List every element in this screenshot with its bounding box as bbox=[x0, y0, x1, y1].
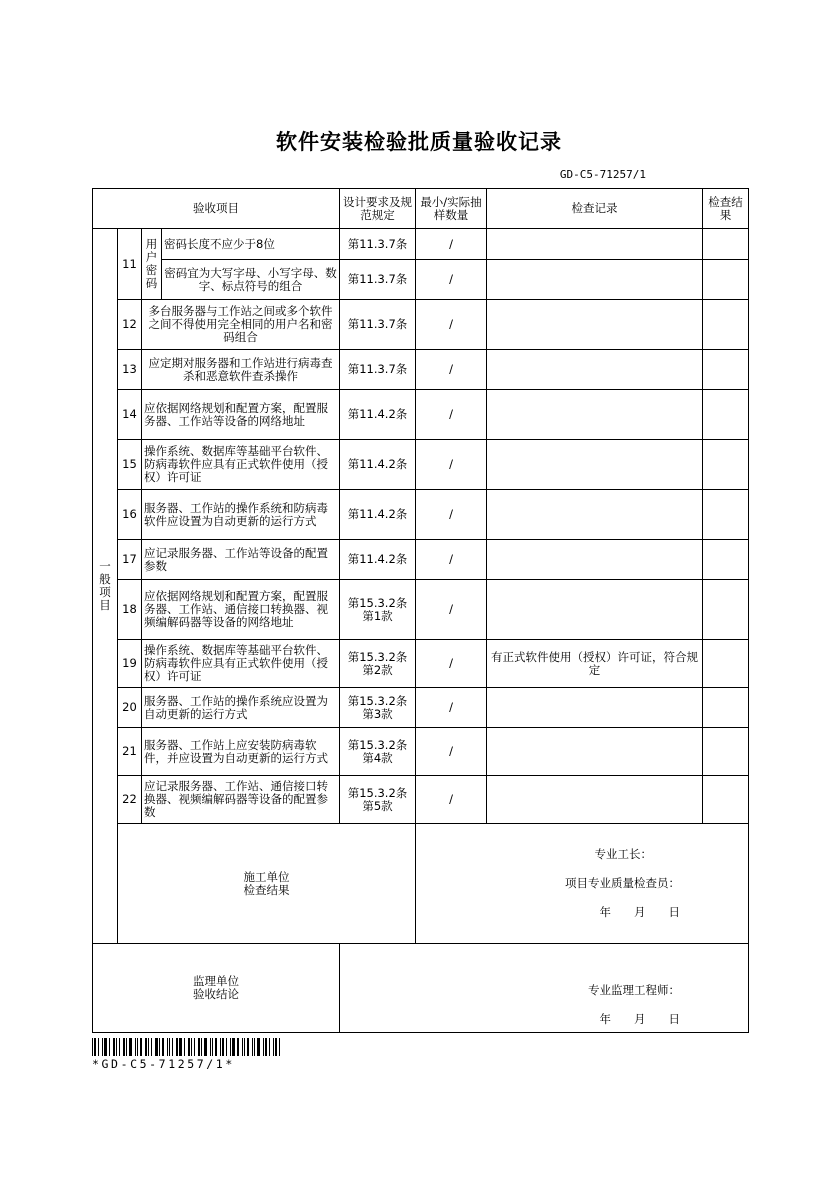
barcode-bar bbox=[237, 1038, 239, 1056]
construction-label-line1: 施工单位 bbox=[243, 869, 290, 884]
inspector-label: 项目专业质量检查员： bbox=[565, 876, 680, 890]
row-sample: / bbox=[416, 728, 487, 776]
barcode-bar bbox=[254, 1038, 255, 1056]
row-result[interactable] bbox=[703, 229, 749, 260]
barcode-bar bbox=[230, 1038, 231, 1056]
table-row bbox=[93, 229, 749, 260]
row-sample: / bbox=[416, 390, 487, 440]
row-spec: 第11.3.7条 bbox=[340, 229, 416, 260]
barcode-bar bbox=[226, 1038, 227, 1056]
row-sample: / bbox=[416, 229, 487, 260]
construction-label bbox=[118, 824, 416, 944]
row-number: 12 bbox=[118, 300, 142, 350]
barcode-bar bbox=[188, 1038, 190, 1056]
barcode-bar bbox=[184, 1038, 185, 1056]
date2-label: 年 月 日 bbox=[599, 1012, 680, 1026]
table-row bbox=[93, 300, 749, 350]
row-record[interactable] bbox=[487, 440, 703, 490]
barcode-bar bbox=[194, 1038, 195, 1056]
barcode-bar bbox=[232, 1038, 235, 1056]
row-sample: / bbox=[416, 260, 487, 300]
row-text: 应记录服务器、工作站等设备的配置参数 bbox=[142, 540, 340, 580]
barcode-bar bbox=[113, 1038, 115, 1056]
barcode-bar bbox=[159, 1038, 160, 1056]
row-sample: / bbox=[416, 540, 487, 580]
barcode-bar bbox=[210, 1038, 211, 1056]
row-number: 22 bbox=[118, 776, 142, 824]
barcode-bar bbox=[119, 1038, 120, 1056]
row-spec: 第11.3.7条 bbox=[340, 300, 416, 350]
row-sample: / bbox=[416, 350, 487, 390]
table-row bbox=[93, 776, 749, 824]
row-number: 17 bbox=[118, 540, 142, 580]
row-sample: / bbox=[416, 688, 487, 728]
barcode-bar bbox=[116, 1038, 117, 1056]
barcode-bar bbox=[179, 1038, 182, 1056]
row-result[interactable] bbox=[703, 728, 749, 776]
barcode-bar bbox=[129, 1038, 132, 1056]
barcode-bar bbox=[167, 1038, 168, 1056]
barcode-bar bbox=[176, 1038, 178, 1056]
table-row bbox=[93, 728, 749, 776]
construction-label-line2: 检查结果 bbox=[243, 882, 290, 897]
engineer-label: 专业监理工程师： bbox=[588, 983, 680, 997]
barcode-bar bbox=[252, 1038, 253, 1056]
row-record[interactable] bbox=[487, 300, 703, 350]
table-row bbox=[93, 688, 749, 728]
barcode-bar bbox=[172, 1038, 173, 1056]
row-spec: 第11.4.2条 bbox=[340, 540, 416, 580]
barcode-bar bbox=[191, 1038, 192, 1056]
row-result[interactable] bbox=[703, 540, 749, 580]
barcode-bar bbox=[109, 1038, 110, 1056]
barcode-bar bbox=[151, 1038, 152, 1056]
group-label-text: 一 般 项 目 bbox=[99, 559, 111, 612]
row-sample: / bbox=[416, 776, 487, 824]
row-spec: 第15.3.2条第2款 bbox=[340, 640, 416, 688]
row-result[interactable] bbox=[703, 300, 749, 350]
row-text: 多台服务器与工作站之间或多个软件之间不得使用完全相同的用户名和密码组合 bbox=[142, 300, 340, 350]
row-result[interactable] bbox=[703, 260, 749, 300]
barcode bbox=[92, 1038, 286, 1056]
row-spec: 第11.4.2条 bbox=[340, 440, 416, 490]
barcode-bar bbox=[137, 1038, 138, 1056]
row-sample: / bbox=[416, 490, 487, 540]
barcode-bar bbox=[242, 1038, 243, 1056]
barcode-bar bbox=[257, 1038, 260, 1056]
barcode-bar bbox=[92, 1038, 93, 1056]
row-spec: 第11.4.2条 bbox=[340, 390, 416, 440]
barcode-bar bbox=[220, 1038, 221, 1056]
row-number: 14 bbox=[118, 390, 142, 440]
barcode-bar bbox=[169, 1038, 170, 1056]
table-row bbox=[93, 350, 749, 390]
row-text: 密码长度不应少于8位 bbox=[162, 229, 340, 260]
row-text: 应依据网络规划和配置方案，配置服务器、工作站、通信接口转换器、视频编解码器等设备的网络地址 bbox=[142, 580, 340, 640]
row-spec: 第11.4.2条 bbox=[340, 490, 416, 540]
row-record[interactable] bbox=[487, 229, 703, 260]
row-text: 密码宜为大写字母、小写字母、数字、标点符号的组合 bbox=[162, 260, 340, 300]
table-row bbox=[93, 490, 749, 540]
row-result[interactable] bbox=[703, 390, 749, 440]
header-spec: 设计要求及规范规定 bbox=[340, 189, 416, 229]
row-number: 13 bbox=[118, 350, 142, 390]
barcode-bar bbox=[162, 1038, 164, 1056]
row-record[interactable] bbox=[487, 776, 703, 824]
barcode-bar bbox=[201, 1038, 202, 1056]
row-number: 15 bbox=[118, 440, 142, 490]
sub-label-text: 用 户 密 码 bbox=[145, 237, 158, 290]
row-result[interactable] bbox=[703, 640, 749, 688]
row-record[interactable] bbox=[487, 580, 703, 640]
form-code: GD-C5-71257/1 bbox=[559, 168, 646, 181]
row-result[interactable] bbox=[703, 440, 749, 490]
barcode-bar bbox=[145, 1038, 147, 1056]
row-spec: 第11.3.7条 bbox=[340, 260, 416, 300]
row-text: 操作系统、数据库等基础平台软件、防病毒软件应具有正式软件使用（授权）许可证 bbox=[142, 440, 340, 490]
row-result[interactable] bbox=[703, 688, 749, 728]
table-row bbox=[93, 390, 749, 440]
row-number: 18 bbox=[118, 580, 142, 640]
row-spec: 第15.3.2条第3款 bbox=[340, 688, 416, 728]
row-text: 操作系统、数据库等基础平台软件、防病毒软件应具有正式软件使用（授权）许可证 bbox=[142, 640, 340, 688]
header-item: 验收项目 bbox=[93, 189, 340, 229]
row-sample: / bbox=[416, 580, 487, 640]
row-spec: 第15.3.2条第5款 bbox=[340, 776, 416, 824]
group-label bbox=[93, 229, 118, 944]
row-record[interactable]: 有正式软件使用（授权）许可证，符合规定 bbox=[487, 640, 703, 688]
barcode-bar bbox=[212, 1038, 213, 1056]
supervision-label bbox=[93, 944, 340, 1033]
barcode-bar bbox=[98, 1038, 99, 1056]
supervision-signatures bbox=[340, 944, 749, 1033]
barcode-bar bbox=[244, 1038, 245, 1056]
row-result[interactable] bbox=[703, 776, 749, 824]
row-result[interactable] bbox=[703, 350, 749, 390]
row-number: 16 bbox=[118, 490, 142, 540]
barcode-bar bbox=[215, 1038, 217, 1056]
barcode-bar bbox=[94, 1038, 96, 1056]
supervision-label-line2: 验收结论 bbox=[193, 987, 239, 1001]
barcode-bar bbox=[135, 1038, 136, 1056]
row-record[interactable] bbox=[487, 688, 703, 728]
header-record: 检查记录 bbox=[487, 189, 703, 229]
row-record[interactable] bbox=[487, 540, 703, 580]
table-row bbox=[93, 580, 749, 640]
row-spec: 第15.3.2条第4款 bbox=[340, 728, 416, 776]
table-row bbox=[93, 540, 749, 580]
barcode-bar bbox=[126, 1038, 127, 1056]
barcode-text: *GD-C5-71257/1* bbox=[92, 1057, 235, 1071]
row-text: 应定期对服务器和工作站进行病毒查杀和恶意软件查杀操作 bbox=[142, 350, 340, 390]
row-record[interactable] bbox=[487, 490, 703, 540]
barcode-bar bbox=[102, 1038, 103, 1056]
row-number: 19 bbox=[118, 640, 142, 688]
row-result[interactable] bbox=[703, 580, 749, 640]
table-header-row bbox=[93, 189, 749, 229]
row-number: 21 bbox=[118, 728, 142, 776]
table-row bbox=[93, 260, 749, 300]
row-record[interactable] bbox=[487, 728, 703, 776]
barcode-bar bbox=[155, 1038, 158, 1056]
sub-label bbox=[142, 229, 162, 300]
foreman-label: 专业工长： bbox=[594, 847, 652, 861]
header-sample: 最小/实际抽样数量 bbox=[416, 189, 487, 229]
barcode-bar bbox=[222, 1038, 224, 1056]
barcode-bar bbox=[275, 1038, 277, 1056]
barcode-bar bbox=[247, 1038, 249, 1056]
row-text: 服务器、工作站的操作系统应设置为自动更新的运行方式 bbox=[142, 688, 340, 728]
barcode-bar bbox=[123, 1038, 125, 1056]
row-text: 服务器、工作站上应安装防病毒软件，并应设置为自动更新的运行方式 bbox=[142, 728, 340, 776]
row-spec: 第11.3.7条 bbox=[340, 350, 416, 390]
row-text: 服务器、工作站的操作系统和防病毒软件应设置为自动更新的运行方式 bbox=[142, 490, 340, 540]
row-sample: / bbox=[416, 300, 487, 350]
row-number: 11 bbox=[118, 229, 142, 300]
row-result[interactable] bbox=[703, 490, 749, 540]
inspection-table bbox=[92, 188, 749, 1033]
row-number: 20 bbox=[118, 688, 142, 728]
row-sample: / bbox=[416, 640, 487, 688]
row-record[interactable] bbox=[487, 390, 703, 440]
header-result: 检查结果 bbox=[703, 189, 749, 229]
date-label: 年 月 日 bbox=[599, 905, 680, 919]
row-record[interactable] bbox=[487, 260, 703, 300]
barcode-bar bbox=[140, 1038, 142, 1056]
construction-section bbox=[93, 824, 749, 944]
barcode-bar bbox=[148, 1038, 149, 1056]
row-spec: 第15.3.2条第1款 bbox=[340, 580, 416, 640]
page-title: 软件安装检验批质量验收记录 bbox=[276, 130, 562, 154]
row-text: 应记录服务器、工作站、通信接口转换器、视频编解码器等设备的配置参数 bbox=[142, 776, 340, 824]
supervision-section bbox=[93, 944, 749, 1033]
barcode-bar bbox=[198, 1038, 200, 1056]
row-text: 应依据网络规划和配置方案，配置服务器、工作站等设备的网络地址 bbox=[142, 390, 340, 440]
barcode-bar bbox=[104, 1038, 107, 1056]
barcode-bar bbox=[269, 1038, 270, 1056]
row-sample: / bbox=[416, 440, 487, 490]
barcode-bar bbox=[204, 1038, 207, 1056]
table-row bbox=[93, 440, 749, 490]
barcode-bar bbox=[279, 1038, 280, 1056]
barcode-bar bbox=[263, 1038, 264, 1056]
row-record[interactable] bbox=[487, 350, 703, 390]
supervision-label-line1: 监理单位 bbox=[193, 974, 239, 988]
barcode-bar bbox=[273, 1038, 274, 1056]
barcode-bar bbox=[265, 1038, 267, 1056]
table-row bbox=[93, 640, 749, 688]
construction-signatures bbox=[416, 824, 749, 944]
